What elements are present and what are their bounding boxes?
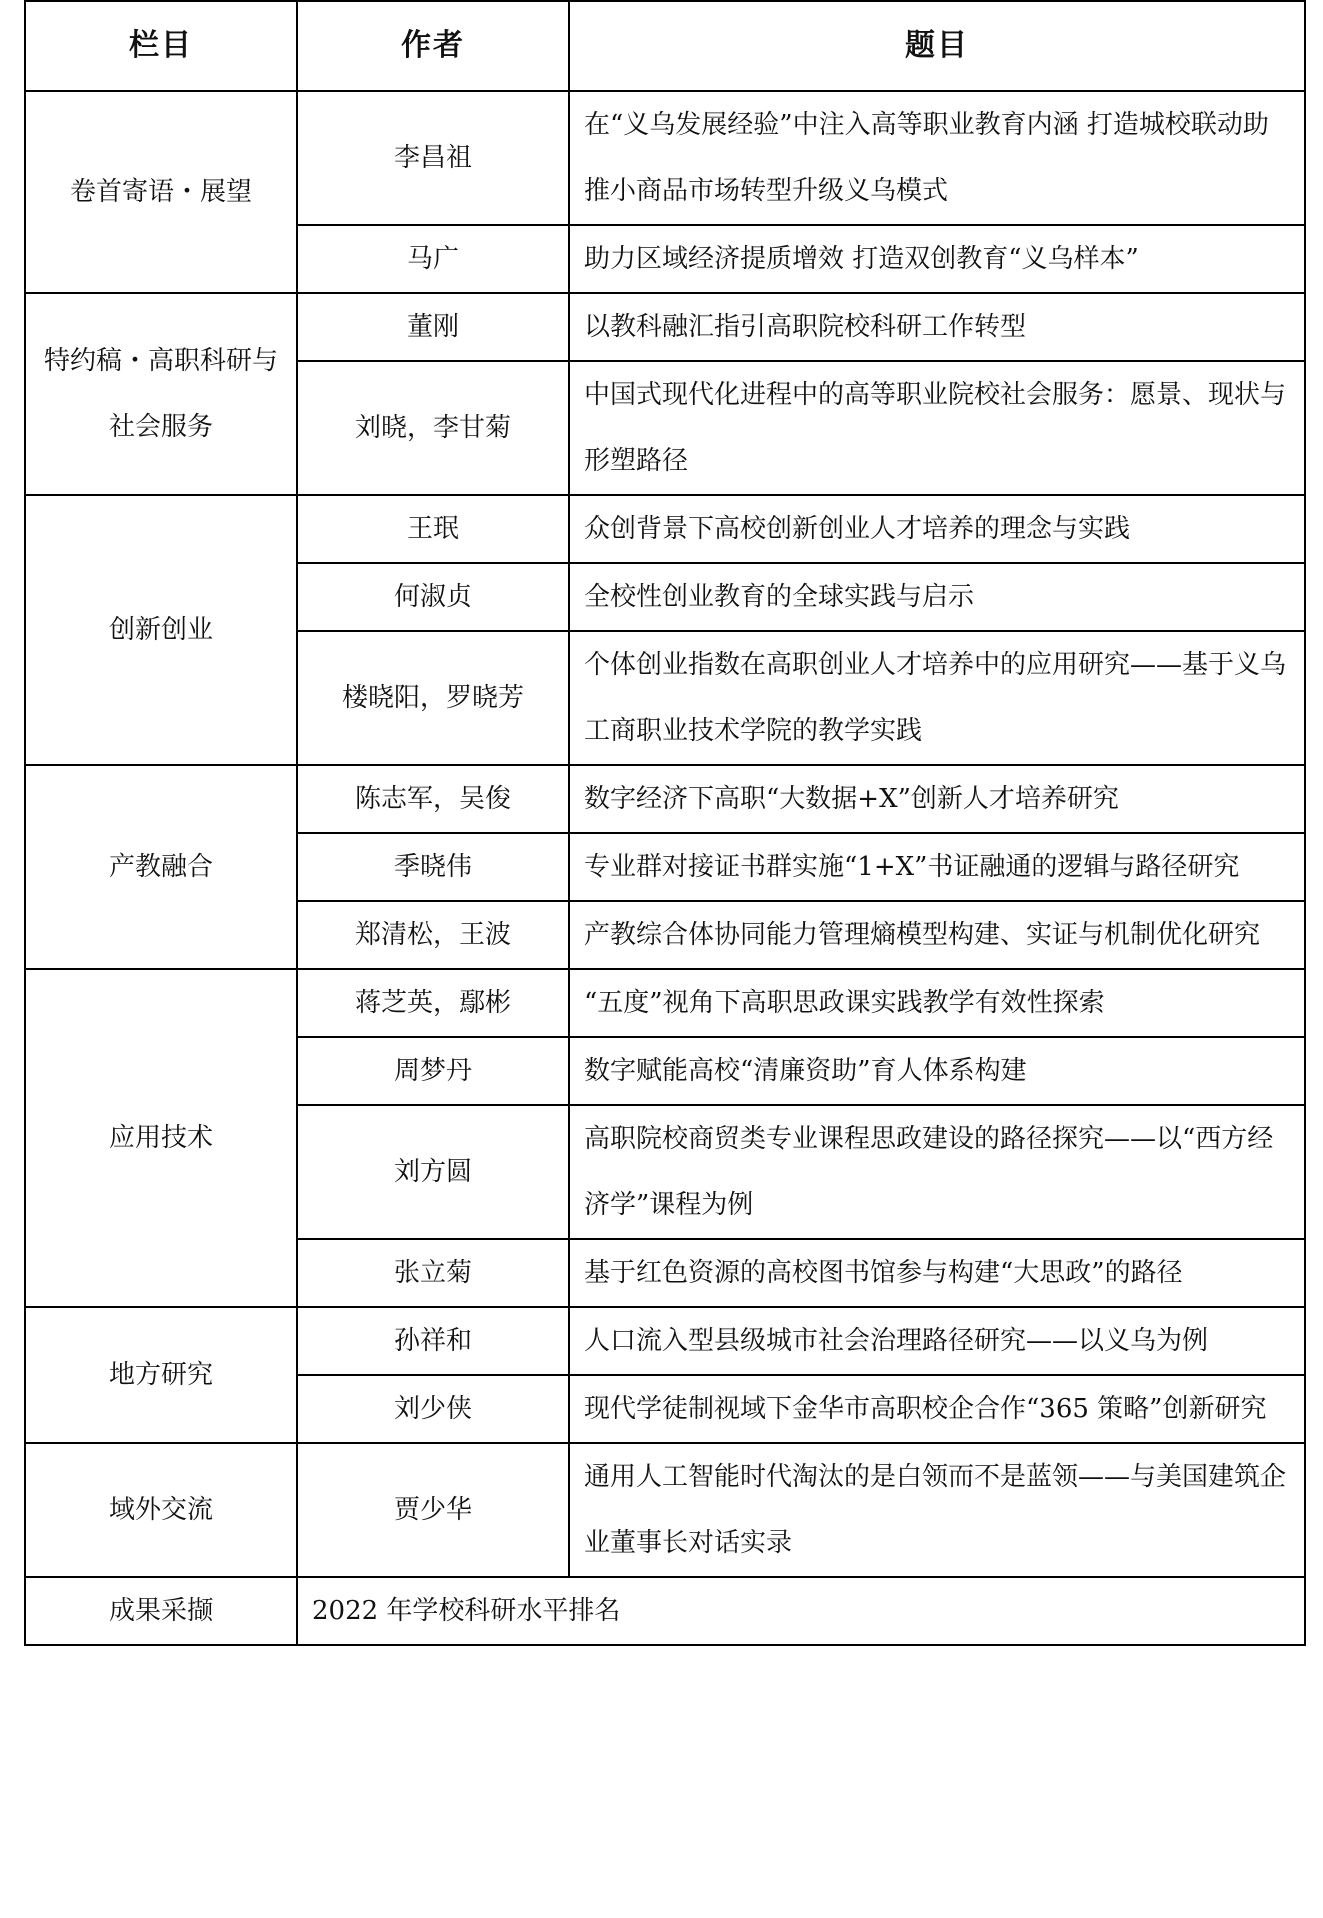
article-title: 助力区域经济提质增效 打造双创教育“义乌样本”	[569, 225, 1305, 293]
article-author: 李昌祖	[297, 91, 569, 225]
contents-body	[25, 91, 1305, 1645]
table-row	[25, 1443, 1305, 1577]
table-row	[25, 969, 1305, 1037]
article-author: 张立菊	[297, 1239, 569, 1307]
article-author: 楼晓阳，罗晓芳	[297, 631, 569, 765]
article-title: 数字赋能高校“清廉资助”育人体系构建	[569, 1037, 1305, 1105]
article-author: 蒋芝英，鄢彬	[297, 969, 569, 1037]
section-name: 域外交流	[25, 1443, 297, 1577]
article-author: 刘少侠	[297, 1375, 569, 1443]
article-title: 个体创业指数在高职创业人才培养中的应用研究——基于义乌工商职业技术学院的教学实践	[569, 631, 1305, 765]
table-row	[25, 495, 1305, 563]
article-author: 何淑贞	[297, 563, 569, 631]
section-name: 卷首寄语・展望	[25, 91, 297, 293]
article-title: 以教科融汇指引高职院校科研工作转型	[569, 293, 1305, 361]
article-title: 通用人工智能时代淘汰的是白领而不是蓝领——与美国建筑企业董事长对话实录	[569, 1443, 1305, 1577]
article-author: 季晓伟	[297, 833, 569, 901]
contents-table	[24, 0, 1306, 1646]
header-section: 栏目	[25, 1, 297, 91]
footer-row	[25, 1577, 1305, 1645]
table-row	[25, 91, 1305, 225]
article-author: 董刚	[297, 293, 569, 361]
article-title: 高职院校商贸类专业课程思政建设的路径探究——以“西方经济学”课程为例	[569, 1105, 1305, 1239]
section-name: 创新创业	[25, 495, 297, 765]
table-row	[25, 765, 1305, 833]
header-row	[25, 1, 1305, 91]
section-name: 地方研究	[25, 1307, 297, 1443]
article-title: “五度”视角下高职思政课实践教学有效性探索	[569, 969, 1305, 1037]
article-title: 专业群对接证书群实施“1+X”书证融通的逻辑与路径研究	[569, 833, 1305, 901]
article-title: 现代学徒制视域下金华市高职校企合作“365 策略”创新研究	[569, 1375, 1305, 1443]
article-author: 孙祥和	[297, 1307, 569, 1375]
article-author: 刘方圆	[297, 1105, 569, 1239]
footer-text: 2022 年学校科研水平排名	[297, 1577, 1305, 1645]
table-row	[25, 1307, 1305, 1375]
article-title: 众创背景下高校创新创业人才培养的理念与实践	[569, 495, 1305, 563]
article-title: 全校性创业教育的全球实践与启示	[569, 563, 1305, 631]
header-title: 题目	[569, 1, 1305, 91]
article-author: 贾少华	[297, 1443, 569, 1577]
section-name: 成果采撷	[25, 1577, 297, 1645]
article-author: 郑清松，王波	[297, 901, 569, 969]
header-author: 作者	[297, 1, 569, 91]
article-title: 数字经济下高职“大数据+X”创新人才培养研究	[569, 765, 1305, 833]
article-author: 陈志军，吴俊	[297, 765, 569, 833]
section-name: 应用技术	[25, 969, 297, 1307]
article-author: 王珉	[297, 495, 569, 563]
article-title: 中国式现代化进程中的高等职业院校社会服务：愿景、现状与形塑路径	[569, 361, 1305, 495]
article-title: 基于红色资源的高校图书馆参与构建“大思政”的路径	[569, 1239, 1305, 1307]
section-name: 特约稿・高职科研与社会服务	[25, 293, 297, 495]
table-row	[25, 293, 1305, 361]
article-title: 在“义乌发展经验”中注入高等职业教育内涵 打造城校联动助推小商品市场转型升级义乌模式	[569, 91, 1305, 225]
article-title: 人口流入型县级城市社会治理路径研究——以义乌为例	[569, 1307, 1305, 1375]
article-title: 产教综合体协同能力管理熵模型构建、实证与机制优化研究	[569, 901, 1305, 969]
article-author: 刘晓，李甘菊	[297, 361, 569, 495]
article-author: 周梦丹	[297, 1037, 569, 1105]
section-name: 产教融合	[25, 765, 297, 969]
article-author: 马广	[297, 225, 569, 293]
